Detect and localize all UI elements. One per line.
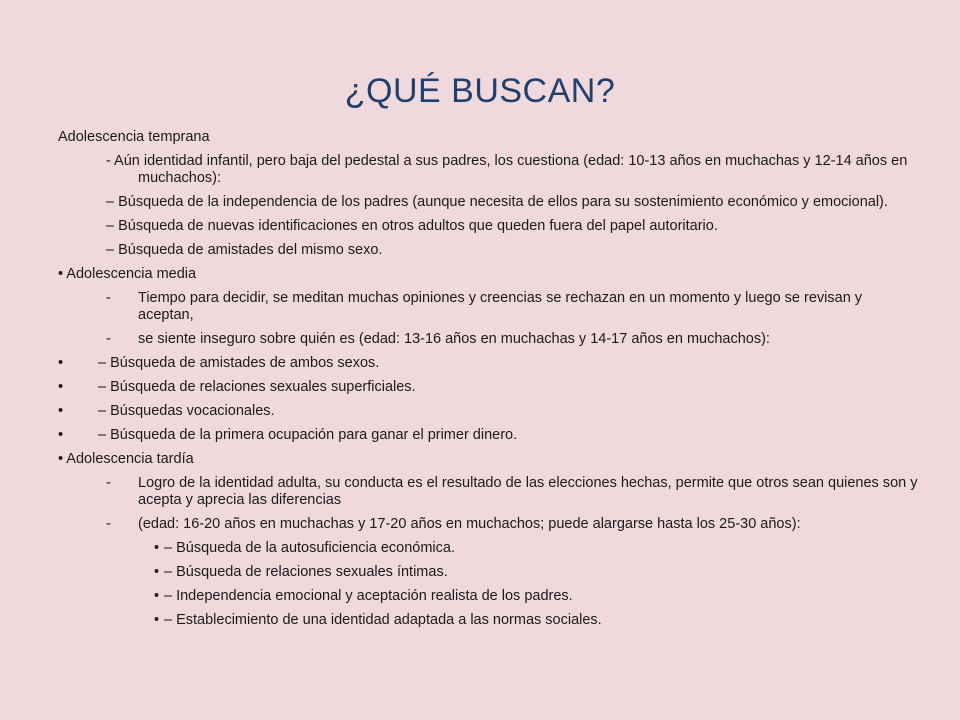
bullet-marker: • [58,403,64,419]
middle-bullet-item [58,379,918,396]
middle-bullet-text: – Búsqueda de relaciones sexuales superficiales. [98,379,416,395]
bullet-marker: • [154,564,160,580]
late-bullet-text: – Búsqueda de la autosuficiencia económica. [164,540,455,556]
section-heading-middle: • Adolescencia media [58,266,197,282]
section-heading-early: Adolescencia temprana [58,129,210,145]
late-bullet-item [58,564,918,581]
dash-marker: - [106,475,111,491]
middle-bullet-text: – Búsquedas vocacionales. [98,403,275,419]
late-dash-item [58,475,918,509]
bullet-marker: • [154,540,160,556]
late-bullet-text: – Establecimiento de una identidad adaptada a las normas sociales. [164,612,602,628]
middle-bullet-text: – Búsqueda de amistades de ambos sexos. [98,355,380,371]
dash-marker: - [106,516,111,532]
dash-marker: - [106,331,111,347]
middle-dash-text: se siente inseguro sobre quién es (edad: 13-16 años en muchachas y 14-17 años en muchachos): [138,331,770,347]
late-bullet-item [58,612,918,629]
early-item: – Búsqueda de amistades del mismo sexo. [106,242,383,258]
early-item: – Búsqueda de nuevas identificaciones en otros adultos que queden fuera del papel autoritario. [106,218,718,234]
late-dash-text: Logro de la identidad adulta, su conducta es el resultado de las elecciones hechas, permite que otros sean quienes son y acepta y aprecia las diferencias [138,475,918,508]
middle-dash-item [58,331,918,348]
middle-bullet-item [58,403,918,420]
middle-bullet-item [58,355,918,372]
bullet-marker: • [58,427,64,443]
late-bullet-text: – Independencia emocional y aceptación realista de los padres. [164,588,573,604]
section-heading-late: • Adolescencia tardía [58,451,194,467]
late-bullet-text: – Búsqueda de relaciones sexuales íntimas. [164,564,448,580]
slide-body [58,129,918,636]
bullet-marker: • [58,355,64,371]
late-bullet-item [58,540,918,557]
middle-dash-text: Tiempo para decidir, se meditan muchas opiniones y creencias se rechazan en un momento y luego se revisan y aceptan, [138,290,863,323]
bullet-marker: • [154,612,160,628]
early-item: – Búsqueda de la independencia de los padres (aunque necesita de ellos para su sostenimiento económico y emocional). [106,194,888,210]
dash-marker: - [106,290,111,306]
slide-title: ¿QUÉ BUSCAN? [344,72,616,110]
late-dash-item [58,516,918,533]
bullet-marker: • [154,588,160,604]
early-item: - Aún identidad infantil, pero baja del pedestal a sus padres, los cuestiona (edad: 10-13 años en muchachas y 12-14 años en muchachos): [106,153,908,186]
middle-bullet-text: – Búsqueda de la primera ocupación para ganar el primer dinero. [98,427,518,443]
middle-dash-item [58,290,918,324]
bullet-marker: • [58,379,64,395]
middle-bullet-item [58,427,918,444]
late-bullet-item [58,588,918,605]
late-dash-text: (edad: 16-20 años en muchachas y 17-20 años en muchachos; puede alargarse hasta los 25-30 años): [138,516,801,532]
